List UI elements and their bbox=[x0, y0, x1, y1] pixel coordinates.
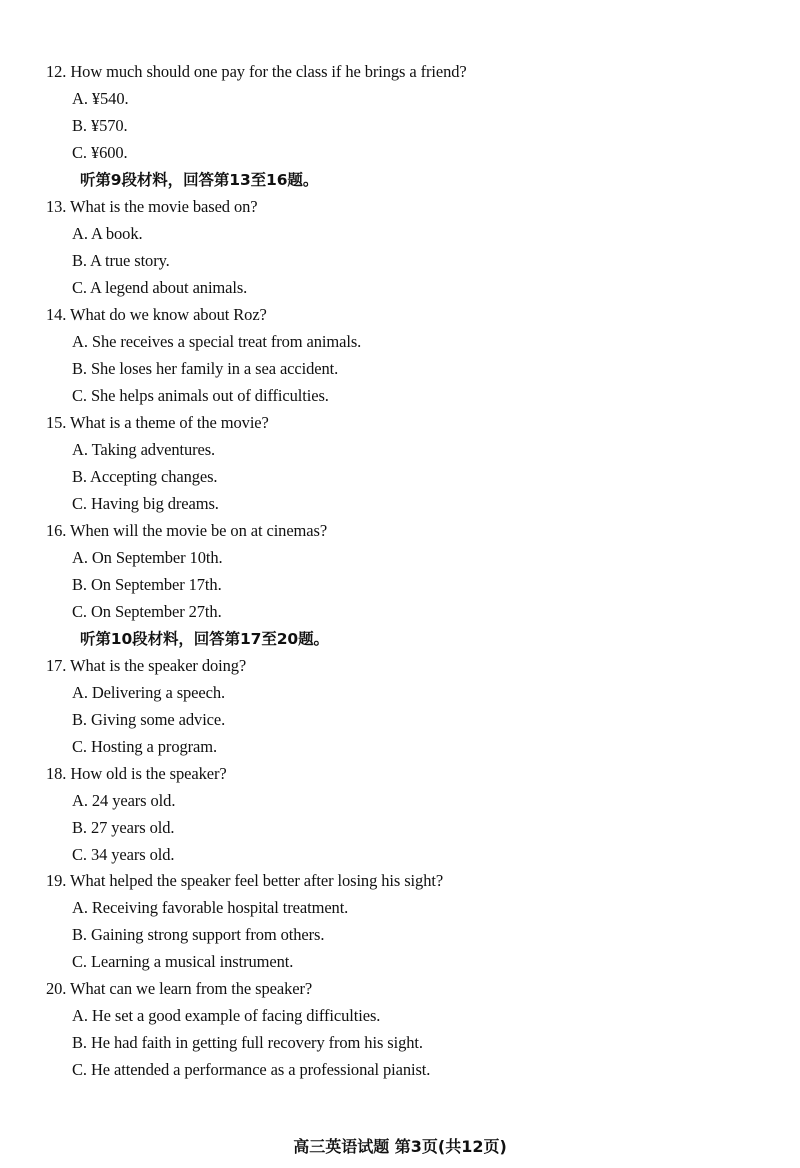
option-17-c: C. Hosting a program. bbox=[72, 737, 218, 756]
option-15-b: B. Accepting changes. bbox=[72, 467, 218, 486]
question-17: 17. What is the speaker doing? bbox=[46, 656, 247, 675]
section-instruction-9: 听第9段材料，回答第13至16题。 bbox=[80, 171, 319, 189]
option-15-c: C. Having big dreams. bbox=[72, 494, 219, 513]
option-17-b: B. Giving some advice. bbox=[72, 710, 226, 729]
section-instruction-10: 听第10段材料，回答第17至20题。 bbox=[80, 630, 329, 648]
option-13-a: A. A book. bbox=[72, 224, 143, 243]
question-12: 12. How much should one pay for the class if he brings a friend? bbox=[46, 62, 467, 81]
option-20-b: B. He had faith in getting full recovery from his sight. bbox=[72, 1033, 423, 1052]
question-15: 15. What is a theme of the movie? bbox=[46, 413, 269, 432]
question-19: 19. What helped the speaker feel better after losing his sight? bbox=[46, 871, 444, 890]
option-19-b: B. Gaining strong support from others. bbox=[72, 925, 325, 944]
question-16: 16. When will the movie be on at cinemas? bbox=[46, 521, 328, 540]
option-14-a: A. She receives a special treat from animals. bbox=[72, 332, 362, 351]
option-13-c: C. A legend about animals. bbox=[72, 278, 248, 297]
option-13-b: B. A true story. bbox=[72, 251, 170, 270]
option-17-a: A. Delivering a speech. bbox=[72, 683, 226, 702]
option-16-b: B. On September 17th. bbox=[72, 575, 222, 594]
question-14: 14. What do we know about Roz? bbox=[46, 305, 267, 324]
option-12-b: B. ¥570. bbox=[72, 116, 128, 135]
option-18-a: A. 24 years old. bbox=[72, 791, 176, 810]
option-16-c: C. On September 27th. bbox=[72, 602, 222, 621]
option-12-a: A. ¥540. bbox=[72, 89, 129, 108]
option-15-a: A. Taking adventures. bbox=[72, 440, 216, 459]
option-20-c: C. He attended a performance as a professional pianist. bbox=[72, 1060, 431, 1079]
question-20: 20. What can we learn from the speaker? bbox=[46, 979, 313, 998]
option-16-a: A. On September 10th. bbox=[72, 548, 223, 567]
option-18-b: B. 27 years old. bbox=[72, 818, 175, 837]
option-14-c: C. She helps animals out of difficulties. bbox=[72, 386, 329, 405]
page-footer: 高三英语试题 第3页(共12页) bbox=[293, 1137, 507, 1156]
option-18-c: C. 34 years old. bbox=[72, 845, 175, 864]
option-19-c: C. Learning a musical instrument. bbox=[72, 952, 294, 971]
question-18: 18. How old is the speaker? bbox=[46, 764, 227, 783]
question-13: 13. What is the movie based on? bbox=[46, 197, 258, 216]
option-12-c: C. ¥600. bbox=[72, 143, 128, 162]
option-14-b: B. She loses her family in a sea accident. bbox=[72, 359, 339, 378]
option-19-a: A. Receiving favorable hospital treatment. bbox=[72, 898, 349, 917]
option-20-a: A. He set a good example of facing difficulties. bbox=[72, 1006, 381, 1025]
